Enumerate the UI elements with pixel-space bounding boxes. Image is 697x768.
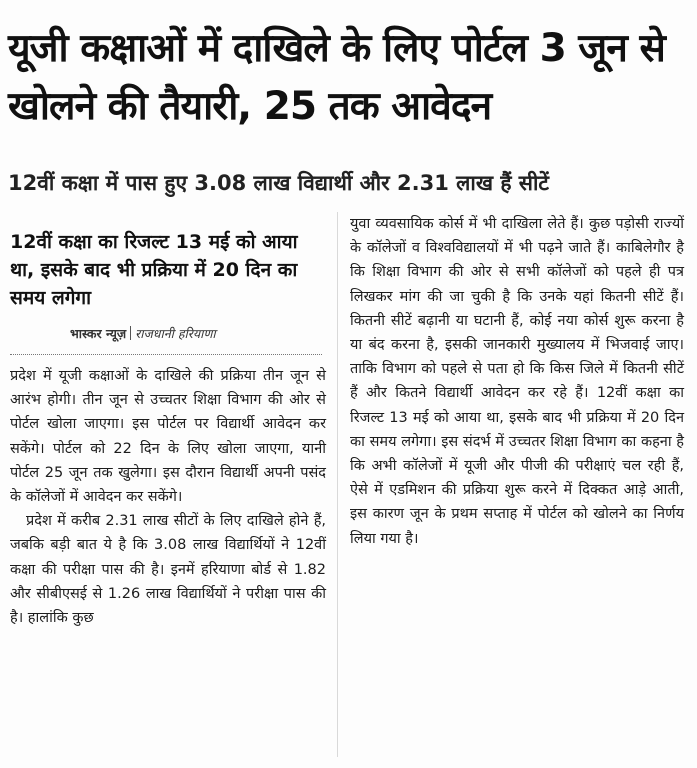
right-paragraph-1: युवा व्यवसायिक कोर्स में भी दाखिला लेते हैं। कुछ पड़ोसी राज्यों के कॉलेजों व विश्वविद्यालयों में भी पढ़ने जाते हैं। काबिलेगौर है कि शिक्षा विभाग की ओर से सभी कॉलेजों को पहले ही पत्र लिखकर मांग की जा चुकी है कि उनके यहां कितनी सीटें हैं। कितनी सीटें बढ़ानी या घटानी हैं, कोई नया कोर्स शुरू करना है या बंद करना है, इसकी जानकारी मुख्यालय में भिजवाई जाए। ताकि विभाग को पहले से पता हो कि किस जिले में कितनी सीटें हैं और कितने विद्यार्थी आवेदन कर रहे हैं। 12वीं कक्षा का रिजल्ट 13 मई को आया था, इसके बाद भी प्रक्रिया में 20 दिन का समय लगेगा। इस संदर्भ में उच्चतर शिक्षा विभाग का कहना है कि अभी कॉलेजों में यूजी और पीजी की परीक्षाएं चल रही हैं, ऐसे में एडमिशन की प्रक्रिया शुरू करने में दिक्कत आड़े आती, इस कारण जून के प्रथम सप्ताह में पोर्टल को खोलने का निर्णय लिया गया है। <box>350 216 684 547</box>
deck-highlight: 12वीं कक्षा का रिजल्ट 13 मई को आया था, इसके बाद भी प्रक्रिया में 20 दिन का समय लगेगा <box>10 231 298 309</box>
dotted-divider <box>10 354 322 355</box>
left-column <box>10 364 326 630</box>
byline <box>70 325 320 343</box>
left-paragraph-2: प्रदेश में करीब 2.31 लाख सीटों के लिए दाखिले होने हैं, जबकि बड़ी बात ये है कि 3.08 लाख विद्यार्थियों ने 12वीं कक्षा की परीक्षा पास की है। इनमें हरियाणा बोर्ड से 1.82 और सीबीएसई से 1.26 लाख विद्यार्थियों ने परीक्षा पास की है। हालांकि कुछ <box>10 513 326 627</box>
right-column <box>350 212 684 551</box>
subheadline: 12वीं कक्षा में पास हुए 3.08 लाख विद्यार्थी और 2.31 लाख हैं सीटें <box>8 171 549 195</box>
byline-location: राजधानी हरियाणा <box>135 326 216 341</box>
headline: यूजी कक्षाओं में दाखिले के लिए पोर्टल 3 जून से खोलने की तैयारी, 25 तक आवेदन <box>8 26 665 129</box>
column-divider <box>337 212 338 757</box>
byline-source: भास्कर न्यूज़ <box>70 326 127 341</box>
left-paragraph-1: प्रदेश में यूजी कक्षाओं के दाखिले की प्रक्रिया तीन जून से आरंभ होगी। तीन जून से उच्चतर शिक्षा विभाग की ओर से पोर्टल खोला जाएगा। इस पोर्टल पर विद्यार्थी आवेदन कर सकेंगे। पोर्टल को 22 दिन के लिए खोला जाएगा, यानी पोर्टल 25 जून तक खुलेगा। इस दौरान विद्यार्थी अपनी पसंद के कॉलेजों में आवेदन कर सकेंगे। <box>10 368 326 506</box>
byline-separator <box>130 326 131 340</box>
